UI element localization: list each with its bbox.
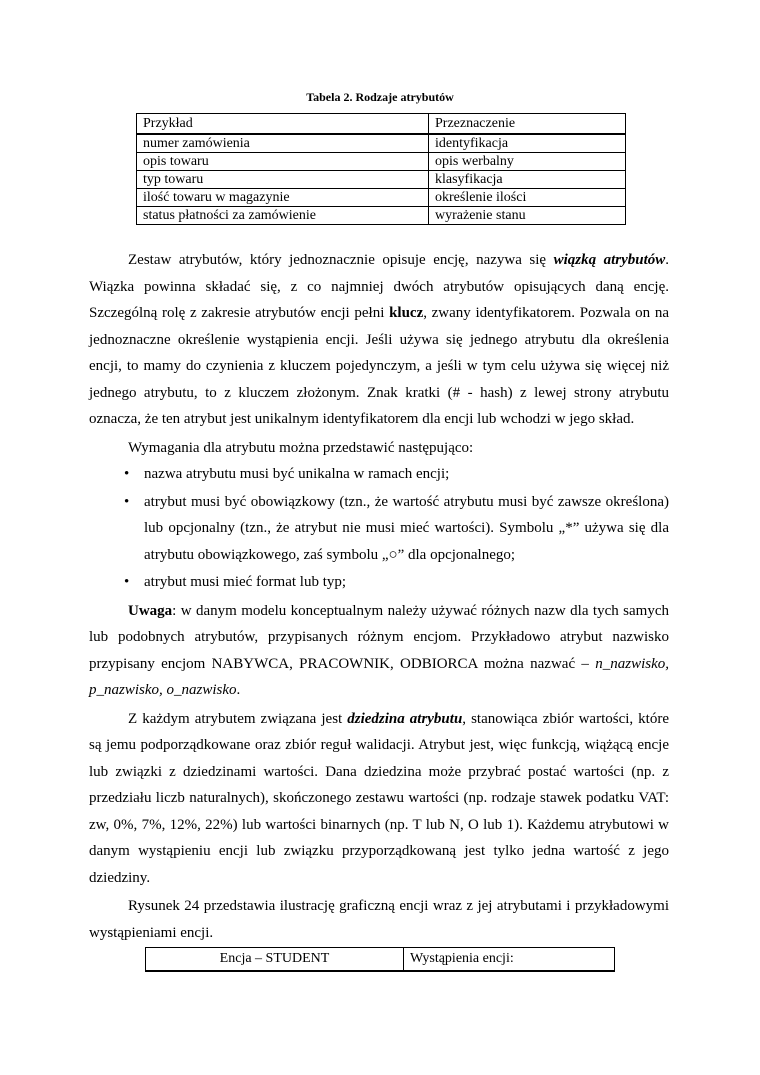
table-cell: klasyfikacja — [429, 171, 626, 189]
table-row — [137, 153, 626, 171]
table-cell: wyrażenie stanu — [429, 207, 626, 225]
paragraph-text: , stanowiąca zbiór wartości, które są jemu podporządkowane oraz zbiór reguł walidacji. Atrybut jest, więc funkcją, wiążącą encje lub związki z dziedzinami wartości. Dana dziedzina może przybrać postać wartości (np. z przedziału liczb naturalnych), skończonego zestawu wartości (np. rodzaje stawek podatku VAT: zw, 0%, 7%, 12%, 22%) lub wartości binarnych (np. T lub N, O lub 1). Każdemu atrybutowi w danym wystąpieniu encji lub związku przyporządkowaną jest tylko jedna wartość z jego dziedziny. — [89, 710, 670, 886]
body-text — [89, 247, 669, 946]
table-cell: opis towaru — [137, 153, 429, 171]
paragraph-text: . — [236, 682, 241, 698]
table-cell: typ towaru — [137, 171, 429, 189]
table-row — [137, 171, 626, 189]
table-cell: Wystąpienia encji: — [404, 948, 615, 972]
paragraph-requirements-intro: Wymagania dla atrybutu można przedstawić następująco: — [128, 439, 474, 456]
requirements-list — [89, 461, 669, 596]
student-entity-table — [145, 947, 615, 972]
table-cell: ilość towaru w magazynie — [137, 189, 429, 207]
term-attribute-bundle: wiązką atrybutów — [553, 252, 666, 268]
table-row — [146, 948, 615, 972]
table-caption: Tabela 2. Rodzaje atrybutów — [306, 90, 454, 104]
paragraph-text: , zwany identyfikatorem. Pozwala on na jednoznaczne określenie wystąpienia encji. Jeśli używa się jednego atrybutu dla określenia encji, to mamy do czynienia z kluczem pojedynczym, a jeśli w tym celu używa się więcej niż jednego atrybutu, to z kluczem złożonym. Znak kratki (# - hash) z lewej strony atrybutu oznacza, że ten atrybut jest unikalnym identyfikatorem dla encji lub wchodzi w jego skład. — [89, 305, 670, 427]
table-cell: Encja – STUDENT — [146, 948, 404, 972]
column-header: Przeznaczenie — [429, 114, 626, 135]
paragraph-text: Zestaw atrybutów, który jednoznacznie opisuje encję, nazywa się — [128, 252, 554, 268]
table-row — [137, 207, 626, 225]
table-cell: numer zamówienia — [137, 134, 429, 153]
table-header-row — [137, 114, 626, 135]
term-attribute-domain: dziedzina atrybutu — [347, 710, 463, 727]
list-item: • atrybut musi być obowiązkowy (tzn., że wartość atrybutu musi być zawsze określona) lub opcjonalny (tzn., że atrybut nie musi mieć wartości). Symbolu „*” używa się dla atrybutu obowiązkowego, zaś symbolu „○” dla opcjonalnego; — [144, 489, 669, 569]
column-header: Przykład — [137, 114, 429, 135]
table-cell: identyfikacja — [429, 134, 626, 153]
attribute-types-table — [136, 113, 626, 225]
table-cell: opis werbalny — [429, 153, 626, 171]
note-examples: n_nazwisko, p_nazwisko, o_nazwisko — [89, 655, 669, 698]
list-item: • nazwa atrybutu musi być unikalna w ramach encji; — [144, 461, 669, 488]
paragraph-figure-reference: Rysunek 24 przedstawia ilustrację graficzną encji wraz z jej atrybutami i przykładowymi wystąpieniami encji. — [89, 898, 669, 941]
term-key: klucz — [389, 305, 424, 321]
table-cell: status płatności za zamówienie — [137, 207, 429, 225]
table-row — [137, 189, 626, 207]
paragraph-text: : w danym modelu konceptualnym należy używać różnych nazw dla tych samych lub podobnych atrybutów, przypisanych różnym encjom. Przykładowo atrybut nazwisko przypisany encjom NABYWCA, PRACOWNIK, ODBIORCA można nazwać – — [89, 602, 669, 672]
paragraph-text: . Wiązka powinna składać się, z co najmniej dwóch atrybutów opisujących daną encję. Szczególną rolę z zakresie atrybutów encji pełni — [89, 252, 670, 321]
paragraph-note — [89, 598, 669, 704]
paragraph-attribute-bundle — [89, 247, 669, 433]
note-label: Uwaga — [128, 602, 173, 619]
paragraph-attribute-domain — [89, 706, 669, 892]
list-item: • atrybut musi mieć format lub typ; — [144, 569, 669, 596]
table-row — [137, 134, 626, 153]
paragraph-text: Z każdym atrybutem związana jest — [128, 710, 348, 727]
table-cell: określenie ilości — [429, 189, 626, 207]
